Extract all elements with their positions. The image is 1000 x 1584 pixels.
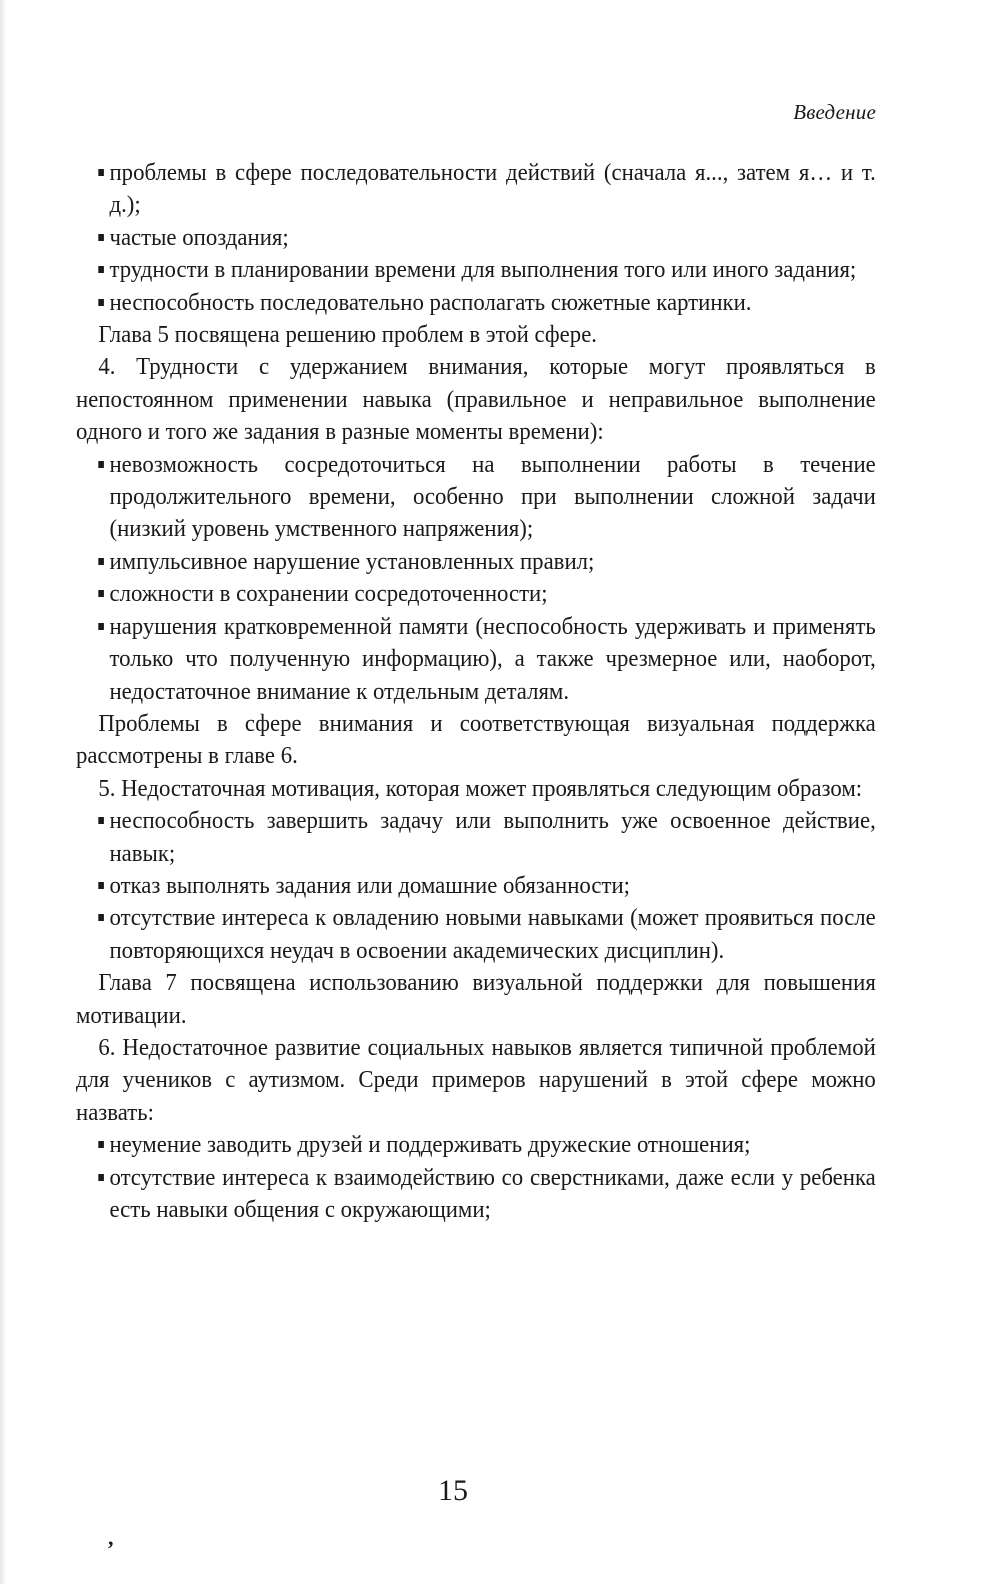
bullet-list-sequencing xyxy=(76,157,876,319)
paragraph-chapter7-ref: Глава 7 посвящена использованию визуальной поддержки для повышения мотивации. xyxy=(76,969,876,1029)
square-bullet-icon xyxy=(98,169,104,176)
running-head: Введение xyxy=(793,100,876,124)
square-bullet-icon xyxy=(98,1174,104,1181)
list-item: невозможность сосредоточиться на выполнении работы в течение продолжительного времени, особенно при выполнении сложной задачи (низкий уровень умственного напряжения); xyxy=(98,449,875,546)
list-item: отказ выполнять задания или домашние обязанности; xyxy=(98,870,875,902)
bullet-list-social xyxy=(76,1129,876,1226)
paragraph-item5: 5. Недостаточная мотивация, которая может проявляться следующим образом: xyxy=(98,774,863,802)
bullet-list-motivation xyxy=(76,805,876,967)
page-body xyxy=(76,157,876,1226)
square-bullet-icon xyxy=(98,914,104,921)
list-item: неспособность завершить задачу или выполнить уже освоенное действие, навык; xyxy=(98,805,875,870)
square-bullet-icon xyxy=(98,558,104,565)
scan-artifact-mark: , xyxy=(108,1525,114,1550)
list-item: неумение заводить друзей и поддерживать дружеские отношения; xyxy=(98,1129,875,1161)
square-bullet-icon xyxy=(98,461,104,468)
square-bullet-icon xyxy=(98,234,104,241)
paragraph-chapter6-ref: Проблемы в сфере внимания и соответствующая визуальная поддержка рассмотрены в главе 6. xyxy=(76,709,876,770)
square-bullet-icon xyxy=(98,882,104,889)
square-bullet-icon xyxy=(98,266,104,273)
list-item: сложности в сохранении сосредоточенности; xyxy=(98,578,875,610)
list-item: отсутствие интереса к овладению новыми навыками (может проявиться после повторяющихся неудач в освоении академических дисциплин). xyxy=(98,902,875,967)
list-item: трудности в планировании времени для выполнения того или иного задания; xyxy=(98,254,875,286)
square-bullet-icon xyxy=(98,817,104,824)
bullet-list-attention xyxy=(76,449,876,708)
list-item: проблемы в сфере последовательности действий (сначала я..., затем я… и т. д.); xyxy=(98,157,875,222)
square-bullet-icon xyxy=(98,623,104,630)
list-item: нарушения кратковременной памяти (неспособность удерживать и применять только что полученную информацию), а также чрезмерное или, наоборот, недостаточное внимание к отдельным деталям. xyxy=(98,611,875,708)
paragraph-item6: 6. Недостаточное развитие социальных навыков является типичной проблемой для учеников с аутизмом. Среди примеров нарушений в этой сфере можно назвать: xyxy=(76,1033,876,1126)
page-number: 15 xyxy=(438,1474,468,1507)
page-edge-shadow xyxy=(0,0,6,1584)
list-item: импульсивное нарушение установленных правил; xyxy=(98,546,875,578)
list-item: частые опоздания; xyxy=(98,222,875,254)
list-item: отсутствие интереса к взаимодействию со сверстниками, даже если у ребенка есть навыки общения с окружающими; xyxy=(98,1162,875,1227)
square-bullet-icon xyxy=(98,590,104,597)
paragraph-chapter5-ref: Глава 5 посвящена решению проблем в этой сфере. xyxy=(98,321,598,349)
list-item: неспособность последовательно располагать сюжетные картинки. xyxy=(98,287,875,319)
paragraph-item4: 4. Трудности с удержанием внимания, которые могут проявляться в непостоянном применении навыка (правильное и неправильное выполнение одного и того же задания в разные моменты времени): xyxy=(76,353,876,446)
square-bullet-icon xyxy=(98,299,104,306)
square-bullet-icon xyxy=(98,1141,104,1148)
